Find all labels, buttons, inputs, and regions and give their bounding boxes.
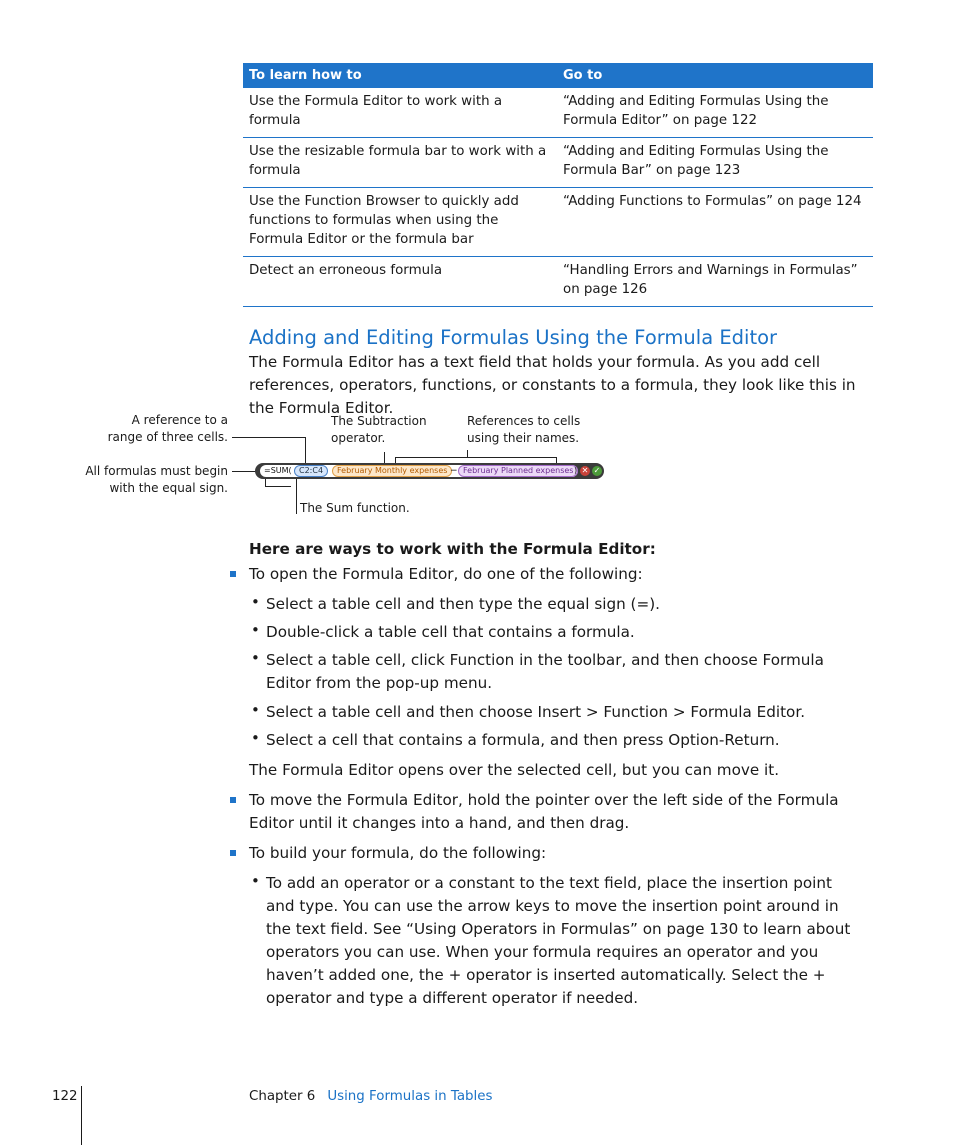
reference-table [243, 63, 873, 307]
callout-equal-sign: All formulas must begin with the equal sign. [85, 464, 228, 495]
table-cell: “Adding and Editing Formulas Using the Formula Bar” on page 123 [557, 138, 873, 188]
list-item: Double-click a table cell that contains a formula. [266, 623, 635, 641]
leader-line [232, 471, 256, 472]
leader-line [305, 437, 306, 465]
bullet-icon: • [251, 593, 260, 611]
cancel-icon: ✕ [581, 466, 589, 475]
square-bullet-icon [230, 850, 236, 856]
leader-line [296, 478, 297, 514]
leader-line [467, 450, 468, 458]
table-row [243, 257, 873, 307]
table-header-row [243, 63, 873, 88]
bullet-icon: • [251, 872, 260, 890]
list-item: Select a table cell and then choose Insert > Function > Formula Editor. [266, 703, 806, 721]
intro-paragraph: The Formula Editor has a text field that holds your formula. As you add cell references, operators, functions, or constants to a formula, they look like this in the Formula Editor. [249, 353, 856, 417]
checkmark-icon: ✓ [593, 466, 601, 475]
callout-range-reference: A reference to a range of three cells. [107, 413, 228, 444]
callout-sum-function: The Sum function. [300, 501, 410, 515]
leader-line [395, 457, 557, 458]
cell-name-token: February Monthly expenses [332, 465, 452, 477]
list-item: Select a cell that contains a formula, and then press Option-Return. [266, 731, 780, 749]
table-cell: Use the resizable formula bar to work with a formula [243, 138, 557, 188]
cell-name-token: February Planned expenses [458, 465, 578, 477]
square-bullet-icon [230, 797, 236, 803]
table-cell: “Adding Functions to Formulas” on page 124 [557, 188, 873, 257]
table-row [243, 138, 873, 188]
column-header: To learn how to [243, 63, 557, 88]
square-bullet-icon [230, 571, 236, 577]
table-cell: “Adding and Editing Formulas Using the Formula Editor” on page 122 [557, 88, 873, 138]
list-item: Select a table cell and then type the equal sign (=). [266, 595, 660, 613]
list-item: Select a table cell, click Function in the toolbar, and then choose Formula Editor from the pop-up menu. [266, 651, 824, 692]
range-reference-token: C2:C4 [294, 465, 328, 477]
footer-divider [81, 1086, 82, 1145]
sum-token: =SUM( [264, 466, 292, 475]
list-item: To build your formula, do the following: [249, 844, 547, 862]
bullet-icon: • [251, 621, 260, 639]
leader-line [265, 486, 291, 487]
formula-text-field [260, 465, 578, 477]
bullet-icon: • [251, 729, 260, 747]
bullet-icon: • [251, 701, 260, 719]
formula-editor-bar [255, 463, 604, 479]
page-number: 122 [52, 1089, 78, 1104]
list-item: To add an operator or a constant to the text field, place the insertion point and type. You can use the arrow keys to move the insertion point around in the text field. See “Using Operators in Formulas” on page 130 to learn about operators you can use. When your formula requires an operator and you haven’t added one, the + operator is inserted automatically. Select the + operator and type a different operator if needed. [266, 874, 851, 1007]
list-item: To move the Formula Editor, hold the pointer over the left side of the Formula Editor until it changes into a hand, and then drag. [249, 791, 839, 832]
callout-subtraction: The Subtraction operator. [331, 414, 427, 445]
footer-chapter [249, 1089, 493, 1104]
column-header: Go to [557, 63, 873, 88]
table-cell: Use the Formula Editor to work with a formula [243, 88, 557, 138]
table-cell: “Handling Errors and Warnings in Formulas” on page 126 [557, 257, 873, 307]
bullet-icon: • [251, 649, 260, 667]
section-title: Adding and Editing Formulas Using the Formula Editor [249, 326, 778, 349]
callout-cell-names: References to cells using their names. [467, 414, 581, 445]
table-row [243, 88, 873, 138]
leader-line [232, 437, 306, 438]
subtraction-operator: − [450, 466, 458, 476]
table-cell: Use the Function Browser to quickly add functions to formulas when using the Formula Editor or the formula bar [243, 188, 557, 257]
close-paren: ) [574, 466, 578, 475]
chapter-title: Using Formulas in Tables [327, 1089, 493, 1104]
note-paragraph: The Formula Editor opens over the selected cell, but you can move it. [249, 761, 780, 779]
table-cell: Detect an erroneous formula [243, 257, 557, 307]
table-row [243, 188, 873, 257]
ways-heading: Here are ways to work with the Formula Editor: [249, 540, 656, 558]
list-item: To open the Formula Editor, do one of the following: [249, 565, 643, 583]
chapter-label: Chapter 6 [249, 1089, 316, 1104]
